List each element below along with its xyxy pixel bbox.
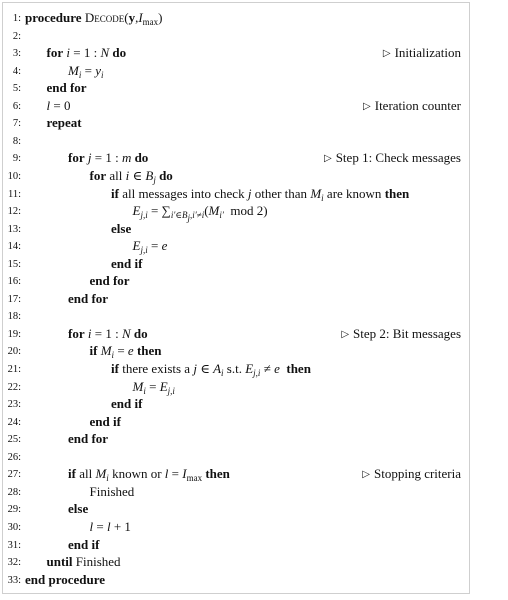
algorithm-line — [3, 413, 469, 430]
algorithm-line — [3, 360, 469, 377]
algorithm-line — [3, 27, 469, 44]
algorithm-line — [3, 149, 469, 166]
line-number: 25: — [7, 434, 21, 446]
line-number: 13: — [7, 223, 21, 235]
line-code: l = l + 1 — [89, 518, 131, 534]
line-number: 24: — [7, 416, 21, 428]
line-number: 7: — [12, 118, 21, 130]
line-number: 18: — [7, 311, 21, 323]
line-code: $E_{j,i} = e$ — [132, 238, 168, 256]
line-comment — [324, 149, 461, 168]
comment-triangle-icon: ▷ — [341, 328, 350, 340]
line-number: 16: — [7, 276, 21, 288]
algorithm-line — [3, 430, 469, 447]
line-code: else — [68, 501, 89, 517]
algorithm-line — [3, 237, 469, 254]
algorithm-line — [3, 571, 469, 588]
line-number: 2: — [12, 30, 21, 42]
line-number: 33: — [7, 574, 21, 586]
line-number: 14: — [7, 241, 21, 253]
line-number: 8: — [12, 135, 21, 147]
algorithm-line — [3, 132, 469, 149]
line-code: for all i ∈ $B_j$ do — [89, 167, 173, 185]
algorithm-line — [3, 255, 469, 272]
line-code: repeat — [46, 115, 82, 131]
algorithm-line — [3, 290, 469, 307]
comment-text: Step 2: Bit messages — [353, 325, 461, 341]
line-number: 22: — [7, 381, 21, 393]
algorithm-line — [3, 553, 469, 570]
line-number: 32: — [7, 557, 21, 569]
algorithm-line — [3, 448, 469, 465]
line-code: procedure $Decode(y,I_{max})$ — [25, 10, 163, 27]
algorithm-line — [3, 62, 469, 79]
line-number: 29: — [7, 504, 21, 516]
algorithm-line — [3, 97, 469, 114]
algorithm-line — [3, 465, 469, 482]
algorithm-line — [3, 378, 469, 395]
line-number: 12: — [7, 206, 21, 218]
line-number: 9: — [12, 153, 21, 165]
algorithm-line — [3, 220, 469, 237]
line-code: if all $M_i$ known or $l = I_{max}$ then — [68, 466, 230, 484]
line-number: 5: — [12, 83, 21, 95]
line-number: 21: — [7, 364, 21, 375]
algorithm-line — [3, 167, 469, 184]
algorithm-line — [3, 536, 469, 553]
line-code: end for — [89, 273, 130, 289]
line-number: 1: — [12, 13, 21, 24]
comment-triangle-icon: ▷ — [382, 48, 391, 60]
line-number: 20: — [7, 346, 21, 358]
line-code: end if — [111, 396, 143, 412]
algorithm-line — [3, 518, 469, 535]
algorithm-line — [3, 79, 469, 96]
line-number: 30: — [7, 521, 21, 533]
line-comment — [383, 44, 461, 63]
line-code: end if — [111, 255, 143, 271]
comment-text: Initialization — [394, 45, 461, 61]
comment-text: Iteration counter — [374, 97, 461, 113]
line-code: l = 0 — [46, 97, 71, 113]
algorithm-line — [3, 185, 469, 202]
line-number: 31: — [7, 539, 21, 551]
line-code: end for — [68, 290, 109, 306]
line-number: 6: — [12, 100, 21, 112]
line-code: end if — [89, 413, 121, 429]
algorithm-line — [3, 307, 469, 324]
line-code: if all messages into check j other than $M_i$ are known then — [111, 185, 410, 203]
algorithm-line — [3, 483, 469, 500]
line-code: end if — [68, 536, 100, 552]
algorithm-line — [3, 272, 469, 289]
algorithm-frame — [2, 2, 470, 594]
line-number: 3: — [12, 48, 21, 60]
line-number: 11: — [7, 188, 21, 200]
line-number: 28: — [7, 486, 21, 498]
line-code: for i = 1 : N do — [68, 325, 148, 341]
line-code: for i = 1 : N do — [46, 45, 127, 61]
algorithm-line — [3, 114, 469, 131]
algorithm-line — [3, 342, 469, 359]
line-number: 17: — [7, 293, 21, 305]
line-code: Finished — [89, 483, 135, 499]
line-number: 15: — [7, 258, 21, 270]
comment-text: Step 1: Check messages — [335, 150, 461, 166]
line-number: 10: — [7, 170, 21, 182]
comment-text: Stopping criteria — [373, 466, 461, 482]
line-number: 19: — [7, 328, 21, 340]
line-number: 26: — [7, 451, 21, 463]
line-code: $M_i = y_i$ — [68, 62, 104, 80]
line-code: $M_i = E_{j,i}$ — [132, 378, 175, 396]
line-comment — [341, 325, 461, 344]
line-number: 27: — [7, 469, 21, 481]
line-code: end procedure — [25, 571, 106, 587]
comment-triangle-icon: ▷ — [363, 100, 371, 112]
line-code: $E_{j,i} = \sum_{i'\in B_j,i'\ne i}(M_{i'}$ mod 2) — [132, 203, 268, 224]
line-code: for j = 1 : m do — [68, 150, 149, 166]
line-code: until Finished — [46, 554, 121, 570]
line-code: else — [111, 220, 132, 236]
line-code: if there exists a j ∈ $A_i$ s.t. $E_{j,i} \ne e$ then — [111, 361, 311, 378]
line-comment — [363, 97, 461, 116]
algorithm-line — [3, 325, 469, 342]
algorithm-line — [3, 202, 469, 224]
algorithm-line — [3, 395, 469, 412]
line-comment — [362, 465, 461, 484]
line-number: 4: — [12, 65, 21, 77]
line-code: end for — [46, 80, 87, 96]
line-code: end for — [68, 431, 109, 447]
line-number: 23: — [7, 399, 21, 411]
algorithm-line — [3, 9, 469, 26]
comment-triangle-icon: ▷ — [362, 469, 370, 481]
algorithm-line — [3, 44, 469, 61]
algorithm-line — [3, 500, 469, 517]
comment-triangle-icon: ▷ — [324, 153, 332, 165]
line-code: if $M_i = e$ then — [89, 343, 162, 361]
